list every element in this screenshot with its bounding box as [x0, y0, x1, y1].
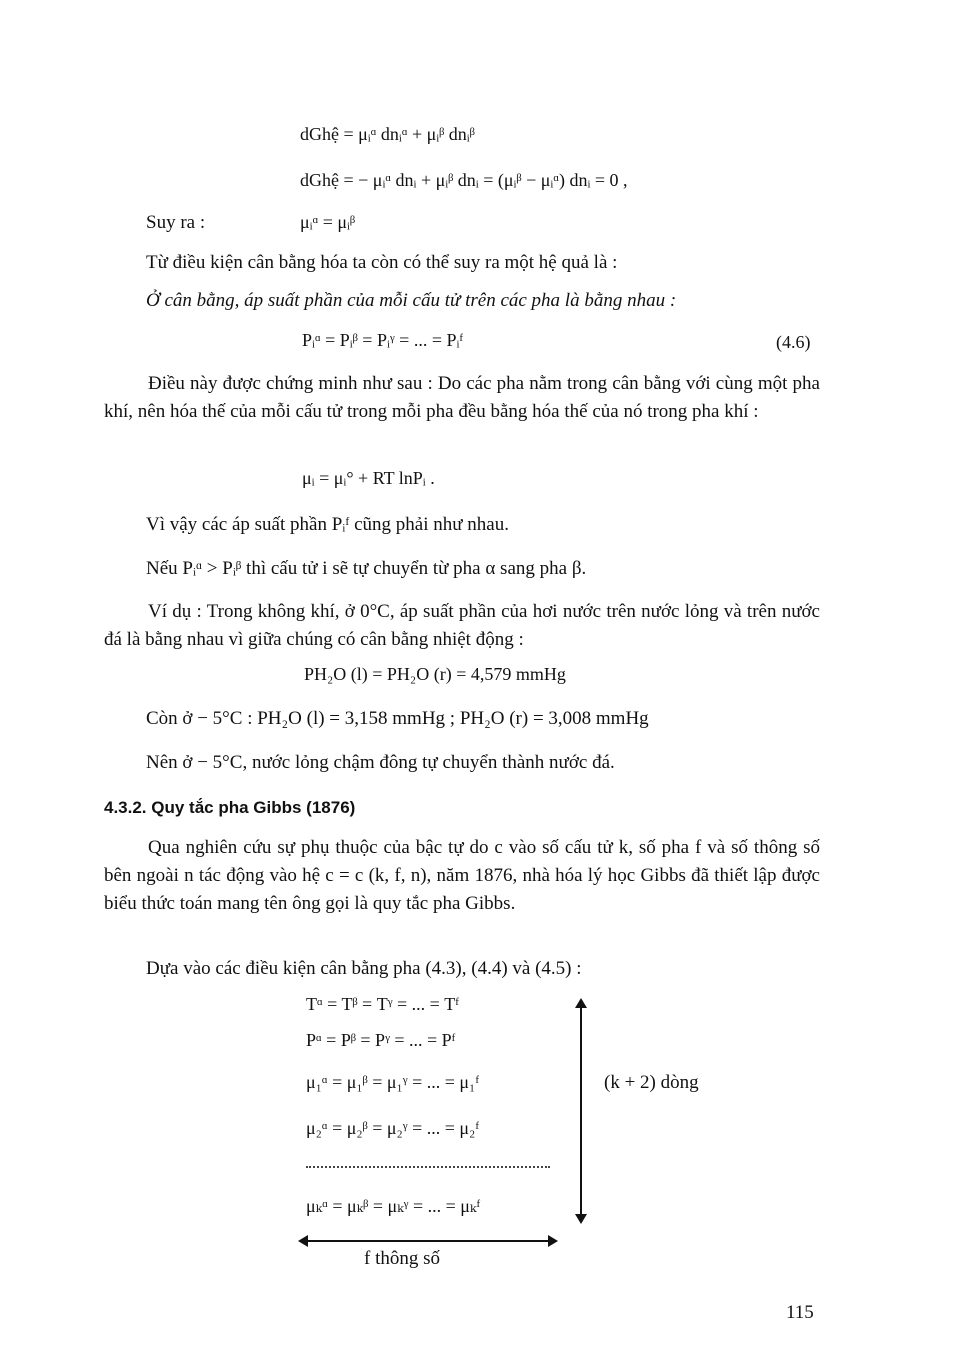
- suy-ra-label: Suy ra :: [146, 212, 206, 233]
- equation-dg-2: dGhệ = − μᵢᵅ dnᵢ + μᵢᵝ dnᵢ = (μᵢᵝ − μᵢᵅ) dnᵢ = 0 ,: [300, 170, 628, 190]
- equation-partial-pressure: Pᵢᵅ = Pᵢᵝ = Pᵢᵞ = ... = Pᵢᶠ: [302, 330, 464, 350]
- rows-bracket-line: [580, 1006, 582, 1218]
- system-ellipsis-divider: [306, 1166, 550, 1168]
- paragraph-based-on-conditions: Dựa vào các điều kiện cân bằng pha (4.3), (4.4) và (4.5) :: [146, 958, 582, 979]
- equation-chemical-potential: μᵢ = μᵢ° + RT lnPᵢ .: [302, 468, 435, 488]
- paragraph-partial-pressure-rule: Ở cân bằng, áp suất phần của mỗi cấu tử trên các pha là bằng nhau :: [146, 290, 677, 311]
- system-row-muk: μₖᵅ = μₖᵝ = μₖᵞ = ... = μₖᶠ: [306, 1196, 481, 1216]
- paragraph-if-greater: Nếu Pᵢᵅ > Pᵢᵝ thì cấu tử i sẽ tự chuyển từ pha α sang pha β.: [146, 558, 587, 579]
- rows-count-label: (k + 2) dòng: [604, 1072, 699, 1093]
- paragraph-example: Ví dụ : Trong không khí, ở 0°C, áp suất phần của hơi nước trên nước lỏng và trên nước đá là bằng nhau vì giữa chúng có cân bằng nhiệt động :: [104, 601, 820, 650]
- equation-dg-1: dGhệ = μᵢᵅ dnᵢᵅ + μᵢᵝ dnᵢᵝ: [300, 124, 475, 144]
- rows-arrow-down-icon: [575, 1214, 587, 1224]
- equation-water-0c: PH₂O (l) = PH₂O (r) = 4,579 mmHg: [304, 664, 566, 684]
- paragraph-corollary: Từ điều kiện cân bằng hóa ta còn có thể suy ra một hệ quả là :: [146, 252, 618, 273]
- cols-count-label: f thông số: [364, 1248, 440, 1269]
- equation-number-4-6: (4.6): [776, 332, 811, 352]
- paragraph-therefore: Vì vậy các áp suất phần Pᵢᶠ cũng phải như nhau.: [146, 514, 509, 535]
- system-row-temperature: Tᵅ = Tᵝ = Tᵞ = ... = Tᶠ: [306, 994, 460, 1014]
- system-row-pressure: Pᵅ = Pᵝ = Pᵞ = ... = Pᶠ: [306, 1030, 456, 1050]
- system-row-mu2: μ₂ᵅ = μ₂ᵝ = μ₂ᵞ = ... = μ₂ᶠ: [306, 1118, 480, 1138]
- equation-mu-equal: μᵢᵅ = μᵢᵝ: [300, 212, 356, 232]
- cols-arrow-right-icon: [548, 1235, 558, 1247]
- paragraph-minus5-conclusion: Nên ở − 5°C, nước lỏng chậm đông tự chuyển thành nước đá.: [146, 752, 615, 773]
- paragraph-proof: Điều này được chứng minh như sau : Do các pha nằm trong cân bằng với cùng một pha khí, nên hóa thế của mỗi cấu tử trong mỗi pha đều bằng hóa thế của nó trong pha khí :: [104, 373, 820, 422]
- page-number: 115: [786, 1302, 814, 1323]
- system-row-mu1: μ₁ᵅ = μ₁ᵝ = μ₁ᵞ = ... = μ₁ᶠ: [306, 1072, 480, 1092]
- paragraph-minus5-values: Còn ở − 5°C : PH₂O (l) = 3,158 mmHg ; PH₂O (r) = 3,008 mmHg: [146, 708, 649, 729]
- paragraph-gibbs-intro: Qua nghiên cứu sự phụ thuộc của bậc tự do c vào số cấu tử k, số pha f và số thông số bên ngoài n tác động vào hệ c = c (k, f, n), năm 1876, nhà hóa lý học Gibbs đã thiết lập được biểu thức toán mang tên ông gọi là quy tắc pha Gibbs.: [104, 837, 820, 914]
- cols-bracket-line: [306, 1240, 550, 1242]
- section-heading: 4.3.2. Quy tắc pha Gibbs (1876): [104, 798, 356, 817]
